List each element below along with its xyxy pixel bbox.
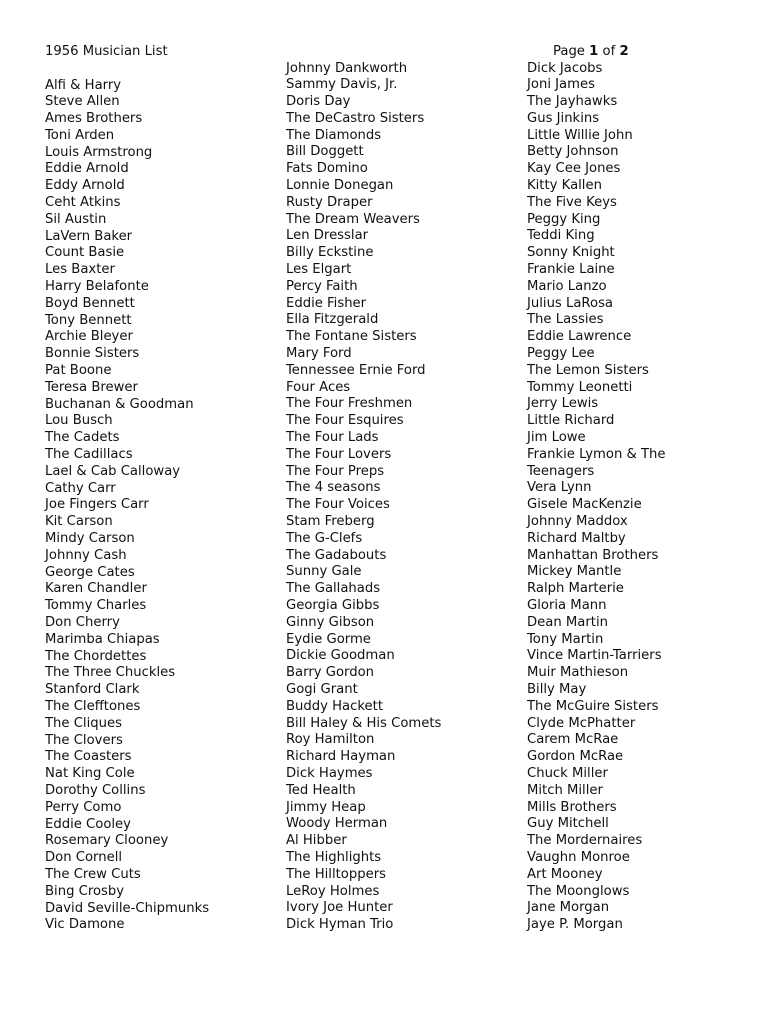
musician-list-item: Billy Eckstine: [286, 245, 374, 261]
musician-list-item: Jerry Lewis: [527, 396, 599, 412]
musician-list-item: Don Cornell: [45, 850, 123, 866]
musician-list-item: Lael & Cab Calloway: [45, 463, 181, 479]
musician-list-item: Marimba Chiapas: [45, 631, 160, 647]
musician-list-item: Guy Mitchell: [527, 816, 609, 832]
musician-column-2: [286, 61, 441, 934]
musician-list-item: The Clovers: [45, 732, 123, 748]
musician-list-item: Lonnie Donegan: [286, 178, 394, 194]
musician-list-item: Frankie Lymon & The: [527, 446, 666, 462]
musician-list-item: Peggy King: [527, 211, 601, 227]
musician-list-item: Joe Fingers Carr: [45, 497, 149, 513]
musician-column-1: [45, 78, 209, 935]
musician-list-item: The Hilltoppers: [286, 866, 387, 882]
musician-list-item: Billy May: [527, 681, 587, 697]
musician-list-item: Woody Herman: [286, 816, 388, 832]
musician-list-item: Muir Mathieson: [527, 665, 629, 681]
musician-list-item: The Cadillacs: [45, 447, 133, 463]
musician-list-item: Tommy Charles: [45, 598, 147, 614]
page-of: of: [602, 44, 616, 59]
musician-list-item: The Lemon Sisters: [527, 362, 649, 378]
musician-list-item: Don Cherry: [45, 615, 120, 630]
musician-list-item: Eddy Arnold: [45, 178, 125, 194]
musician-list-item: Joni James: [527, 77, 595, 93]
musician-list-item: Stam Freberg: [286, 514, 375, 530]
musician-column-3: [527, 61, 666, 934]
musician-list-item: Boyd Bennett: [45, 295, 135, 311]
musician-list-item: Cathy Carr: [45, 480, 116, 496]
musician-list-item: The Chordettes: [45, 648, 147, 664]
musician-list-item: Rosemary Clooney: [45, 833, 169, 849]
musician-list-item: Archie Bleyer: [45, 329, 133, 345]
page-indicator: [553, 44, 629, 61]
musician-list-item: Sonny Knight: [527, 245, 615, 261]
musician-list-item: Gloria Mann: [527, 598, 607, 613]
musician-list-item: Manhattan Brothers: [527, 547, 659, 563]
musician-list-item: The Crew Cuts: [45, 866, 141, 882]
musician-list-item: The Four Voices: [286, 497, 390, 513]
musician-list-item: Gogi Grant: [286, 681, 358, 697]
musician-list-item: Vaughn Monroe: [527, 849, 630, 865]
musician-list-item: Ella Fitzgerald: [286, 312, 379, 328]
musician-list-item: Tommy Leonetti: [527, 379, 633, 395]
musician-list-item: The Highlights: [286, 849, 382, 865]
musician-list-item: Vera Lynn: [527, 480, 592, 496]
musician-list-item: Steve Allen: [45, 94, 120, 110]
musician-list-item: Count Basie: [45, 245, 125, 261]
musician-list-item: Bing Crosby: [45, 883, 125, 899]
musician-list-item: Roy Hamilton: [286, 732, 375, 748]
musician-list-item: Stanford Clark: [45, 682, 140, 698]
musician-list-item: The Jayhawks: [527, 94, 618, 110]
musician-list-item: Vince Martin-Tarriers: [527, 648, 662, 664]
musician-list-item: Little Richard: [527, 413, 615, 429]
musician-list-item: The Four Freshmen: [286, 396, 413, 412]
musician-list-item: Peggy Lee: [527, 346, 595, 362]
musician-list-item: Les Elgart: [286, 262, 352, 278]
musician-list-item: Perry Como: [45, 799, 122, 815]
musician-list-item: David Seville-Chipmunks: [45, 900, 210, 916]
musician-list-item: Richard Maltby: [527, 530, 626, 546]
musician-list-item: Tony Martin: [527, 631, 604, 647]
musician-list-item: Gus Jinkins: [527, 110, 600, 126]
musician-list-item: The Dream Weavers: [286, 211, 420, 227]
musician-list-item: Dick Haymes: [286, 765, 373, 781]
musician-list-item: Chuck Miller: [527, 765, 608, 781]
musician-list-item: The Gadabouts: [286, 547, 387, 563]
musician-list-item: Sunny Gale: [286, 564, 362, 580]
musician-list-item: LaVern Baker: [45, 228, 133, 244]
musician-list-item: Kitty Kallen: [527, 178, 602, 194]
musician-list-item: The DeCastro Sisters: [286, 110, 425, 126]
page-total: 2: [619, 44, 629, 59]
musician-list-item: Toni Arden: [45, 127, 115, 143]
musician-list-item: Four Aces: [286, 379, 351, 395]
musician-list-item: Sil Austin: [45, 211, 107, 227]
musician-list-item: Dick Jacobs: [527, 60, 603, 76]
musician-list-item: Ginny Gibson: [286, 614, 375, 630]
musician-list-item: Eddie Fisher: [286, 295, 367, 311]
musician-list-item: Tennessee Ernie Ford: [286, 362, 426, 378]
musician-list-item: Pat Boone: [45, 363, 112, 379]
musician-list-item: Gordon McRae: [527, 749, 624, 765]
musician-list-item: Betty Johnson: [527, 144, 619, 160]
musician-list-item: Johnny Dankworth: [286, 60, 408, 76]
musician-list-item: Johnny Cash: [45, 547, 127, 563]
musician-list-item: Tony Bennett: [45, 312, 132, 328]
musician-list-item: Dean Martin: [527, 614, 608, 630]
musician-list-item: The Four Esquires: [286, 413, 404, 429]
musician-list-item: The Gallahads: [286, 581, 381, 597]
musician-list-item: The Four Preps: [286, 463, 385, 479]
musician-list-item: Bill Doggett: [286, 144, 364, 160]
musician-list-item: Teddi King: [527, 228, 595, 244]
musician-list-item: Harry Belafonte: [45, 279, 149, 295]
musician-list-item: Eddie Lawrence: [527, 329, 632, 345]
musician-list-item: Kay Cee Jones: [527, 161, 621, 177]
musician-list-item: Bill Haley & His Comets: [286, 715, 442, 731]
musician-list-item: The Four Lads: [286, 430, 379, 446]
musician-list-item: The Three Chuckles: [45, 665, 176, 681]
page-current: 1: [589, 44, 599, 59]
musician-list-item: Les Baxter: [45, 262, 115, 278]
musician-list-item: Barry Gordon: [286, 665, 375, 681]
musician-list-item: Eydie Gorme: [286, 631, 371, 647]
musician-list-item: Al Hibber: [286, 833, 347, 849]
musician-list-item: Vic Damone: [45, 917, 125, 933]
musician-list-item: Doris Day: [286, 94, 351, 110]
musician-list-item: Georgia Gibbs: [286, 598, 380, 613]
musician-list-item: Eddie Arnold: [45, 161, 129, 177]
musician-list-item: Richard Hayman: [286, 749, 396, 765]
musician-list-item: Ames Brothers: [45, 111, 143, 127]
musician-list-item: LeRoy Holmes: [286, 883, 380, 899]
musician-list-item: The G-Clefs: [286, 530, 363, 546]
musician-list-item: Ceht Atkins: [45, 195, 121, 211]
musician-list-item: George Cates: [45, 564, 135, 580]
musician-list-item: Alfi & Harry: [45, 77, 122, 93]
musician-list-item: Len Dresslar: [286, 228, 369, 244]
musician-list-item: The McGuire Sisters: [527, 698, 659, 714]
musician-list-item: The 4 seasons: [286, 480, 381, 496]
page-label: Page: [553, 44, 585, 59]
musician-list-item: Fats Domino: [286, 161, 368, 177]
musician-list-item: Sammy Davis, Jr.: [286, 77, 398, 93]
musician-list-item: Mitch Miller: [527, 782, 603, 798]
musician-list-item: The Clefftones: [45, 698, 141, 714]
document-title: 1956 Musician List: [45, 44, 168, 59]
musician-list-item: Dickie Goodman: [286, 648, 395, 664]
musician-list-item: Eddie Cooley: [45, 816, 131, 832]
musician-list-item: Karen Chandler: [45, 581, 147, 597]
musician-list-item: The Mordernaires: [527, 833, 643, 849]
musician-list-item: Jane Morgan: [527, 900, 610, 916]
musician-list-item: Teenagers: [527, 463, 595, 479]
musician-list-item: Carem McRae: [527, 732, 619, 748]
musician-list-item: Ralph Marterie: [527, 581, 624, 597]
musician-list-item: Teresa Brewer: [45, 379, 138, 395]
musician-list-item: The Cadets: [45, 430, 120, 446]
musician-list-item: Little Willie John: [527, 127, 633, 143]
musician-list-item: The Lassies: [527, 312, 604, 328]
musician-list-item: Percy Faith: [286, 278, 358, 294]
musician-list-item: Jimmy Heap: [286, 799, 366, 815]
musician-list-item: Ted Health: [286, 782, 356, 798]
musician-list-item: Louis Armstrong: [45, 144, 153, 160]
musician-list-item: The Five Keys: [527, 194, 617, 210]
musician-list-item: Frankie Laine: [527, 262, 615, 278]
musician-list-item: The Coasters: [45, 749, 132, 765]
musician-list-item: Nat King Cole: [45, 766, 135, 782]
musician-list-item: Mickey Mantle: [527, 564, 622, 580]
musician-list-item: Rusty Draper: [286, 194, 373, 210]
musician-list-item: The Fontane Sisters: [286, 329, 417, 345]
musician-list-item: Gisele MacKenzie: [527, 497, 642, 513]
musician-list-item: Jim Lowe: [527, 430, 586, 446]
musician-list-item: The Cliques: [45, 715, 122, 731]
musician-list-item: The Diamonds: [286, 127, 382, 143]
musician-list-item: Art Mooney: [527, 866, 603, 882]
musician-list-item: The Moonglows: [527, 883, 630, 899]
musician-list-item: Mills Brothers: [527, 799, 617, 815]
musician-list-item: Julius LaRosa: [527, 295, 614, 311]
musician-list-item: Buddy Hackett: [286, 698, 384, 714]
musician-list-item: Mary Ford: [286, 346, 352, 362]
musician-list-item: Dorothy Collins: [45, 782, 146, 798]
musician-list-item: Buchanan & Goodman: [45, 396, 194, 412]
musician-list-item: Johnny Maddox: [527, 514, 628, 530]
musician-list-item: Mindy Carson: [45, 531, 135, 547]
musician-list-item: Kit Carson: [45, 514, 113, 530]
musician-list-item: Jaye P. Morgan: [527, 917, 623, 933]
musician-list-item: Lou Busch: [45, 413, 113, 429]
musician-list-item: Ivory Joe Hunter: [286, 900, 393, 916]
musician-list-item: The Four Lovers: [286, 446, 392, 462]
musician-list-item: Dick Hyman Trio: [286, 917, 394, 933]
musician-list-item: Clyde McPhatter: [527, 715, 636, 731]
musician-list-item: Bonnie Sisters: [45, 346, 140, 362]
musician-list-item: Mario Lanzo: [527, 278, 607, 294]
